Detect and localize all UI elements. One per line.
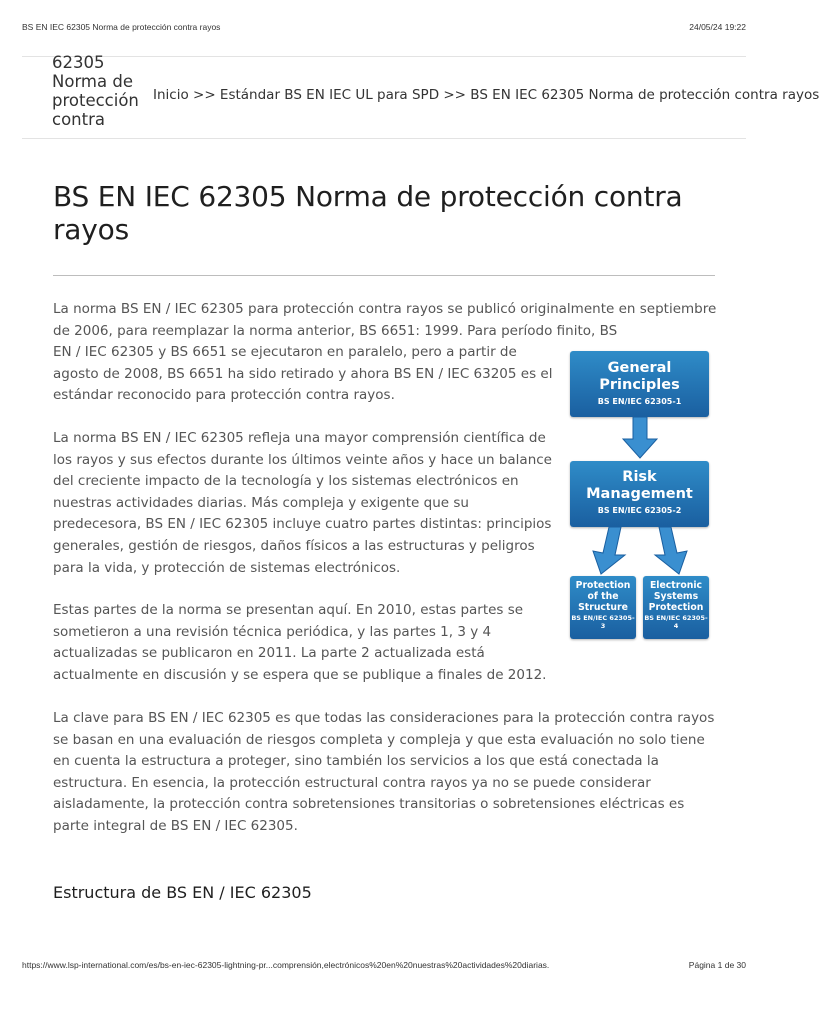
site-logo-text[interactable]: 62305 Norma de protección contra [52, 53, 139, 129]
breadcrumb[interactable]: Inicio >> Estándar BS EN IEC UL para SPD >> BS EN IEC 62305 Norma de protección contra rayos [153, 87, 819, 103]
arrow-down-left-icon [589, 527, 629, 575]
site-header [22, 53, 819, 139]
print-footer [22, 960, 746, 972]
arrow-down-right-icon [651, 527, 691, 575]
paragraph-intro-cont: EN / IEC 62305 y BS 6651 se ejecutaron en paralelo, pero a partir de agosto de 2008, BS 6651 ha sido retirado y ahora BS EN / IEC 63205 es el estándar reconocido para protección contra rayos. [53, 344, 553, 404]
page-title: BS EN IEC 62305 Norma de protección contra rayos [53, 180, 683, 246]
arrow-down-icon [622, 417, 658, 459]
print-footer-page-number: Página 1 de 30 [688, 960, 746, 970]
diagram-structure-sub: BS EN/IEC 62305-3 [571, 614, 635, 630]
diagram-general-title: General Principles [599, 360, 680, 393]
diagram-box-risk-management [570, 461, 709, 527]
diagram-electronic-title: Electronic Systems Protection [648, 580, 704, 613]
diagram-box-protection-structure [570, 576, 636, 639]
print-header-title: BS EN IEC 62305 Norma de protección contra rayos [22, 22, 221, 32]
diagram-risk-title: Risk Management [586, 469, 693, 502]
paragraph-understanding: La norma BS EN / IEC 62305 refleja una mayor comprensión científica de los rayos y sus efectos durante los últimos veinte años y hace un balance del creciente impacto de la tecnología y los sistemas electrónicos en nuestras actividades diarias. Más compleja y exigente que su predecesora, BS EN / IEC 62305 incluye cuatro partes distintas: principios generales, gestión de riesgos, daños físicos a las estructuras y peligros para la vida, y protección de sistemas electrónicos. [53, 430, 552, 576]
print-header-date: 24/05/24 19:22 [689, 22, 746, 32]
paragraph-parts: Estas partes de la norma se presentan aquí. En 2010, estas partes se sometieron a una revisión técnica periódica, y las partes 1, 3 y 4 actualizadas se publicaron en 2011. La parte 2 actualizada está actualmente en discusión y se espera que se publique a finales de 2012. [53, 602, 547, 683]
paragraph-intro-lead: La norma BS EN / IEC 62305 para protección contra rayos se publicó originalmente en septiembre de 2006, para reemplazar la norma anterior, BS 6651: 1999. Para período finito, BS [53, 301, 717, 339]
diagram-general-sub: BS EN/IEC 62305-1 [597, 397, 682, 406]
print-header [22, 22, 746, 34]
section-heading-structure: Estructura de BS EN / IEC 62305 [53, 883, 312, 902]
diagram-electronic-sub: BS EN/IEC 62305-4 [644, 614, 708, 630]
title-divider [53, 275, 715, 276]
diagram-structure-title: Protection of the Structure [575, 580, 631, 613]
diagram-risk-sub: BS EN/IEC 62305-2 [597, 506, 682, 515]
diagram-box-electronic-systems [643, 576, 709, 639]
diagram-box-general-principles [570, 351, 709, 417]
print-footer-url: https://www.lsp-international.com/es/bs-en-iec-62305-lightning-pr...comprensión,electrónicos%20en%20nuestras%20actividades%20diarias. [22, 960, 550, 970]
paragraph-risk-key: La clave para BS EN / IEC 62305 es que todas las consideraciones para la protección contra rayos se basan en una evaluación de riesgos completa y compleja y que esta evaluación no solo tiene en cuenta la estructura a proteger, sino también los servicios a los que está conectada la estructura. En esencia, la protección estructural contra rayos ya no se puede considerar aisladamente, la protección contra sobretensiones transitorias o sobretensiones eléctricas es parte integral de BS EN / IEC 62305. [53, 710, 715, 834]
standard-structure-diagram [567, 347, 712, 644]
